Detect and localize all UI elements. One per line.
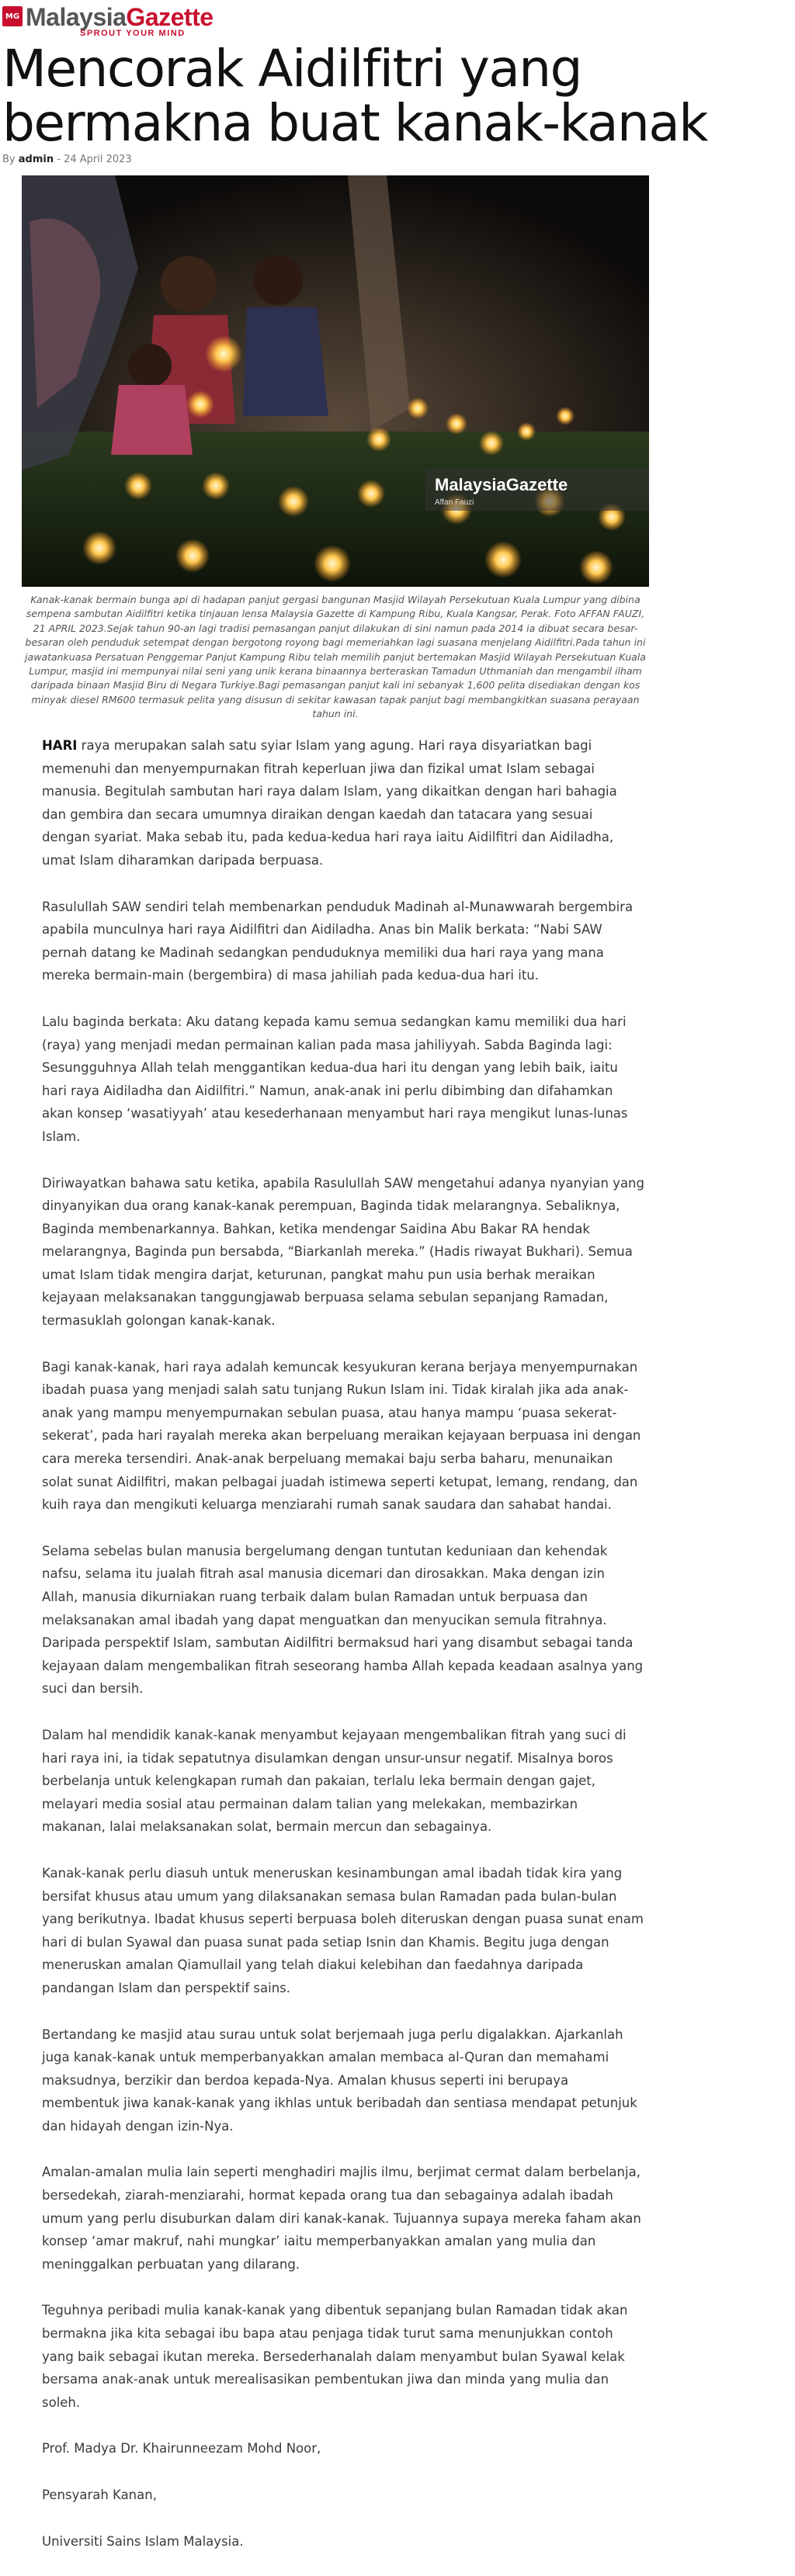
paragraph: Bertandang ke masjid atau surau untuk solat berjemaah juga perlu digalakkan. Ajarkanlah juga kanak-kanak untuk memperbanyakkan amalan membaca al-Quran dan memahami maksudnya, berzikir dan berdoa kepada-Nya. Amalan khusus seperti ini berupaya membentuk jiwa kanak-kanak yang ikhlas untuk beribadah dan sentiasa mendapat petunjuk dan hidayah dengan izin-Nya.: [42, 2026, 637, 2134]
logo-name: MalaysiaGazette: [26, 3, 214, 31]
site-logo[interactable]: [2, 5, 259, 39]
author-link[interactable]: admin: [18, 154, 54, 165]
photo-watermark-sub: Affan Fauzi: [435, 498, 474, 507]
paragraph: Bagi kanak-kanak, hari raya adalah kemuncak kesyukuran kerana berjaya menyempurnakan ibadah puasa yang menjadi salah satu tunjang Rukun Islam ini. Tidak kiralah jika ada anak-anak yang mampu menyempurnakan sebulan puasa, atau hanya mampu ‘puasa sekerat-sekerat’, pada hari rayalah mereka akan berpeluang meraikan kejayaan berpuasa ini dengan cara mereka tersendiri. Anak-anak berpeluang memakai baju serba baharu, menunaikan solat sunat Aidilfitri, makan pelbagai juadah istimewa seperti ketupat, lemang, rendang, dan kuih raya dan mengikuti keluarga menziarahi rumah sanak saudara dan sahabat handai.: [42, 1359, 641, 1513]
paragraph: Amalan-amalan mulia lain seperti menghadiri majlis ilmu, berjimat cermat dalam berbelanja, bersedekah, ziarah-menziarahi, hormat kepada orang tua dan sebagainya adalah ibadah umum yang perlu disuburkan dalam diri kanak-kanak. Tujuannya supaya mereka faham akan konsep ‘amar makruf, nahi mungkar’ iaitu memperbanyakkan amalan yang mulia dan meninggalkan perbuatan yang dilarang.: [42, 2165, 641, 2272]
paragraph: Selama sebelas bulan manusia bergelumang dengan tuntutan keduniaan dan kehendak nafsu, selama itu jualah fitrah asal manusia dicemari dan dirosakkan. Maka dengan izin Allah, manusia dikurniakan ruang terbaik dalam bulan Ramadan untuk berpuasa dan melaksanakan amal ibadah yang dapat menguatkan dan menyucikan semula fitrahnya. Daripada perspektif Islam, sambutan Aidilfitri bermaksud hari yang disambut sebagai tanda kejayaan dalam mengembalikan fitrah seseorang hamba Allah kepada keadaan asalnya yang suci dan bersih.: [42, 1543, 644, 1697]
article-title: Mencorak Aidilfitri yang bermakna buat kanak-kanak: [2, 39, 708, 153]
lead-word: HARI: [42, 738, 78, 753]
paragraph: Teguhnya peribadi mulia kanak-kanak yang dibentuk sepanjang bulan Ramadan tidak akan bermakna jika kita sebagai ibu bapa atau penjaga tidak turut sama menunjukkan contoh yang baik sebagai ikutan mereka. Bersederhanalah dalam menyambut bulan Syawal kelak bersama anak-anak untuk merealisasikan pembentukan jiwa dan minda yang mulia dan soleh.: [42, 2303, 628, 2410]
author-signature-institution: Universiti Sains Islam Malaysia.: [42, 2533, 244, 2549]
photo-caption: Kanak-kanak bermain bunga api di hadapan panjut gergasi bangunan Masjid Wilayah Persekutuan Kuala Lumpur yang dibina sempena sambutan Aidilfitri ketika tinjauan lensa Malaysia Gazette di Kampung Ribu, Kuala Kangsar, Perak. Foto AFFAN FAUZI, 21 APRIL 2023.Sejak tahun 90-an lagi tradisi pemasangan panjut dilakukan di sini namun pada 2014 ia dibuat secara besar-besaran oleh penduduk setempat dengan bergotong royong bagi memeriahkan lagi suasana menjelang Aidilfitri.Pada tahun ini jawatankuasa Persatuan Penggemar Panjut Kampung Ribu telah memilih panjut bertemakan Masjid Wilayah Persekutuan Kuala Lumpur, masjid ini mempunyai nilai seni yang unik kerana binaannya berteraskan Tamadun Uthmaniah dan mengambil ilham daripada binaan Masjid Biru di Negara Turkiye.Bagi pemasangan panjut kali ini sebanyak 1,600 pelita disediakan dengan kos minyak diesel RM600 termasuk pelita yang disusun di sekitar kawasan tapak panjut bagi membangkitkan suasana perayaan tahun ini.: [25, 594, 646, 720]
paragraph: Rasulullah SAW sendiri telah membenarkan penduduk Madinah al-Munawwarah bergembira apabila munculnya hari raya Aidilfitri dan Aidiladha. Anas bin Malik berkata: “Nabi SAW pernah datang ke Madinah sedangkan penduduknya memiliki dua hari raya yang mana mereka bermain-main (bergembira) di masa jahiliah pada kedua-dua hari itu.: [42, 899, 634, 983]
photo-watermark: MalaysiaGazette: [435, 475, 568, 494]
paragraph: Dalam hal mendidik kanak-kanak menyambut kejayaan mengembalikan fitrah yang suci di hari raya ini, ia tidak sepatutnya disulamkan dengan unsur-unsur negatif. Misalnya boros berbelanja untuk kelengkapan rumah dan pakaian, terlalu leka bermain dengan gajet, melayari media sosial atau permainan dalam talian yang melekakan, membazirkan makanan, lalai melaksanakan solat, bermain mercun dan sebagainya.: [42, 1727, 627, 1835]
article-body: [42, 734, 644, 2576]
author-signature-name: Prof. Madya Dr. Khairunneezam Mohd Noor,: [42, 2441, 321, 2456]
paragraph: Diriwayatkan bahawa satu ketika, apabila Rasulullah SAW mengetahui adanya nyanyian yang dinyanyikan dua orang kanak-kanak perempuan, Baginda tidak melarangnya. Sebaliknya, Baginda membenarkannya. Bahkan, ketika mendengar Saidina Abu Bakar RA hendak melarangnya, Baginda pun bersabda, “Biarkanlah mereka.” (Hadis riwayat Bukhari). Semua umat Islam tidak mengira darjat, keturunan, pangkat mahu pun usia berhak meraikan kejayaan melaksanakan tanggungjawab berpuasa selama sebulan sepanjang Ramadan, termasuklah golongan kanak-kanak.: [42, 1175, 644, 1329]
paragraph-1: HARI raya merupakan salah satu syiar Islam yang agung. Hari raya disyariatkan bagi memenuhi dan menyempurnakan fitrah keperluan jiwa dan fizikal umat Islam sebagai manusia. Begitulah sambutan hari raya dalam Islam, yang dikaitkan dengan hari bahagia dan gembira dan secara umumnya diraikan dengan kaedah dan tatacara yang sesuai dengan syariat. Maka sebab itu, pada kedua-kedua hari raya iaitu Aidilfitri dan Aidiladha, umat Islam diharamkan daripada berpuasa.: [42, 738, 617, 868]
paragraph: Kanak-kanak perlu diasuh untuk meneruskan kesinambungan amal ibadah tidak kira yang bersifat khusus atau umum yang dilaksanakan semasa bulan Ramadan pada bulan-bulan yang berikutnya. Ibadat khusus seperti berpuasa boleh diteruskan dengan puasa sunat enam hari di bulan Syawal dan puasa sunat pada setiap Isnin dan Khamis. Begitu juga dengan meneruskan amalan Qiamullail yang telah diakui kelebihan dan faedahnya daripada pandangan Islam dan perspektif sains.: [42, 1865, 644, 1995]
paragraph: Lalu baginda berkata: Aku datang kepada kamu semua sedangkan kamu memiliki dua hari (raya) yang menjadi medan permainan kalian pada masa jahiliyyah. Sabda Baginda lagi: Sesungguhnya Allah telah menggantikan kedua-dua hari itu dengan yang lebih baik, iaitu hari raya Aidiladha dan Aidilfitri.” Namun, anak-anak ini perlu dibimbing dan difahamkan akan konsep ‘wasatiyyah’ atau kesederhanaan menyambut hari raya mengikut lunas-lunas Islam.: [42, 1014, 628, 1144]
author-signature-title: Pensyarah Kanan,: [42, 2488, 157, 2502]
logo-badge: MG: [2, 6, 23, 26]
logo-tagline: SPROUT YOUR MIND: [80, 29, 186, 38]
byline: By admin - 24 April 2023: [2, 154, 132, 165]
article-photo: [22, 175, 649, 587]
publish-date: 24 April 2023: [64, 154, 132, 165]
